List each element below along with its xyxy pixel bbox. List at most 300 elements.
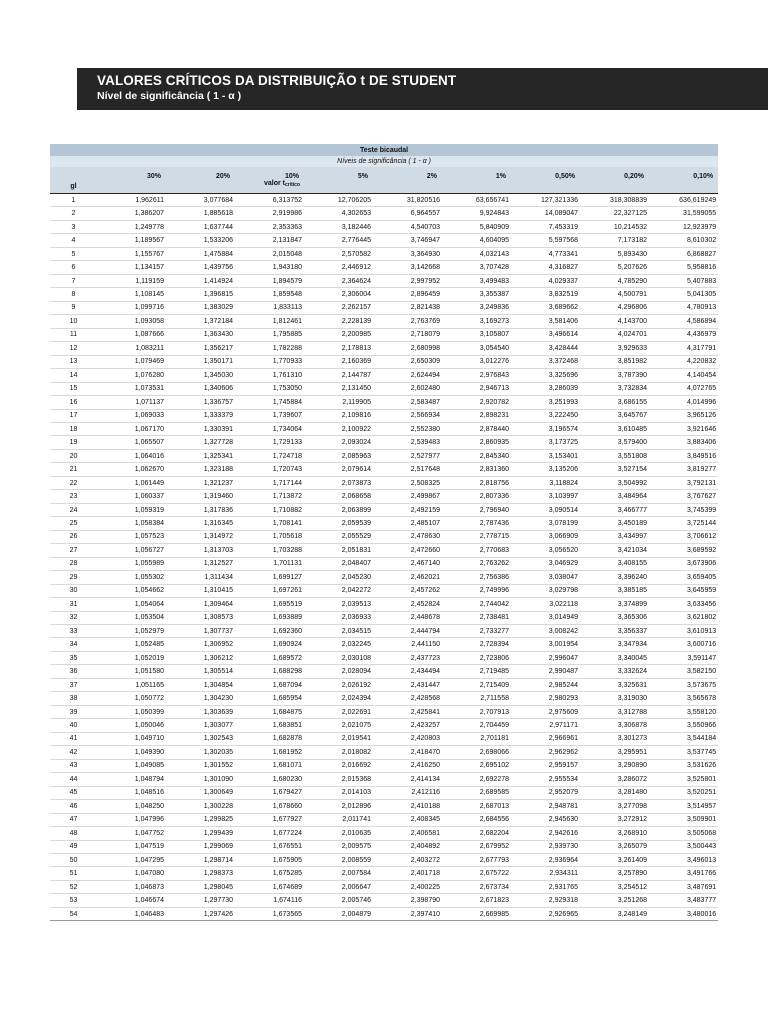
critical-value-cell: 2,818756 bbox=[442, 476, 511, 489]
table-row bbox=[50, 409, 718, 422]
critical-value-cell: 3,686155 bbox=[580, 396, 649, 409]
critical-value-cell: 1,319460 bbox=[166, 490, 235, 503]
critical-value-cell: 2,006647 bbox=[304, 880, 373, 893]
critical-value-cell: 1,301090 bbox=[166, 773, 235, 786]
critical-value-cell: 2,014103 bbox=[304, 786, 373, 799]
critical-value-cell: 1,056727 bbox=[97, 544, 166, 557]
critical-value-cell: 3,347934 bbox=[580, 638, 649, 651]
critical-value-cell: 1,761310 bbox=[235, 369, 304, 382]
critical-value-cell: 3,746947 bbox=[373, 234, 442, 247]
critical-value-cell: 1,069033 bbox=[97, 409, 166, 422]
critical-value-cell: 1,049390 bbox=[97, 746, 166, 759]
critical-value-cell: 4,316827 bbox=[511, 261, 580, 274]
critical-value-cell: 2,434494 bbox=[373, 665, 442, 678]
critical-value-cell: 4,140454 bbox=[649, 369, 718, 382]
table-row bbox=[50, 625, 718, 638]
critical-value-cell: 3,484964 bbox=[580, 490, 649, 503]
critical-value-cell: 1,311434 bbox=[166, 571, 235, 584]
critical-value-cell: 2,441150 bbox=[373, 638, 442, 651]
critical-value-cell: 1,108145 bbox=[97, 288, 166, 301]
critical-value-cell: 2,063899 bbox=[304, 503, 373, 516]
critical-value-cell: 2,976843 bbox=[442, 369, 511, 382]
critical-value-cell: 3,527154 bbox=[580, 463, 649, 476]
critical-value-cell: 1,689572 bbox=[235, 651, 304, 664]
critical-value-cell: 2,485107 bbox=[373, 517, 442, 530]
critical-value-cell: 1,885618 bbox=[166, 207, 235, 220]
header-row-group bbox=[50, 144, 718, 156]
critical-value-cell: 2,428568 bbox=[373, 692, 442, 705]
critical-value-cell: 4,773341 bbox=[511, 247, 580, 260]
critical-value-cell: 2,364624 bbox=[304, 274, 373, 287]
critical-value-cell: 2,353363 bbox=[235, 220, 304, 233]
critical-value-cell: 1,304230 bbox=[166, 692, 235, 705]
table-row bbox=[50, 840, 718, 853]
critical-value-cell: 1,298373 bbox=[166, 867, 235, 880]
critical-value-cell: 1,720743 bbox=[235, 463, 304, 476]
table-row bbox=[50, 382, 718, 395]
critical-value-cell: 1,753050 bbox=[235, 382, 304, 395]
critical-value-cell: 3,600716 bbox=[649, 638, 718, 651]
critical-value-cell: 2,508325 bbox=[373, 476, 442, 489]
critical-value-cell: 2,675722 bbox=[442, 867, 511, 880]
critical-value-cell: 1,679427 bbox=[235, 786, 304, 799]
critical-value-cell: 3,491766 bbox=[649, 867, 718, 880]
table-row bbox=[50, 247, 718, 260]
critical-value-cell: 1,699127 bbox=[235, 571, 304, 584]
critical-value-cell: 2,966961 bbox=[511, 732, 580, 745]
critical-value-cell: 1,327728 bbox=[166, 436, 235, 449]
critical-value-cell: 2,684556 bbox=[442, 813, 511, 826]
critical-value-cell: 5,893430 bbox=[580, 247, 649, 260]
critical-value-cell: 2,478630 bbox=[373, 530, 442, 543]
critical-value-cell: 1,739607 bbox=[235, 409, 304, 422]
critical-value-cell: 2,400225 bbox=[373, 880, 442, 893]
critical-value-cell: 2,457262 bbox=[373, 584, 442, 597]
gl-cell: 43 bbox=[50, 759, 97, 772]
gl-cell: 6 bbox=[50, 261, 97, 274]
gl-cell: 54 bbox=[50, 907, 97, 920]
critical-value-cell: 1,051165 bbox=[97, 678, 166, 691]
critical-value-cell: 2,009575 bbox=[304, 840, 373, 853]
critical-value-cell: 3,965126 bbox=[649, 409, 718, 422]
critical-value-cell: 2,945630 bbox=[511, 813, 580, 826]
critical-value-cell: 2,718079 bbox=[373, 328, 442, 341]
critical-value-cell: 1,065507 bbox=[97, 436, 166, 449]
critical-value-cell: 6,964557 bbox=[373, 207, 442, 220]
critical-value-cell: 12,706205 bbox=[304, 194, 373, 207]
gl-cell: 9 bbox=[50, 301, 97, 314]
critical-value-cell: 2,566934 bbox=[373, 409, 442, 422]
table-row bbox=[50, 651, 718, 664]
gl-cell: 8 bbox=[50, 288, 97, 301]
critical-value-cell: 1,297426 bbox=[166, 907, 235, 920]
critical-value-cell: 1,300649 bbox=[166, 786, 235, 799]
critical-value-cell: 2,692278 bbox=[442, 773, 511, 786]
table-row bbox=[50, 611, 718, 624]
table-row bbox=[50, 261, 718, 274]
critical-value-cell: 2,005746 bbox=[304, 894, 373, 907]
critical-value-cell: 1,316345 bbox=[166, 517, 235, 530]
critical-value-cell: 1,047519 bbox=[97, 840, 166, 853]
table-row bbox=[50, 800, 718, 813]
critical-value-cell: 2,763262 bbox=[442, 557, 511, 570]
gl-cell: 51 bbox=[50, 867, 97, 880]
critical-value-cell: 2,763769 bbox=[373, 315, 442, 328]
gl-cell: 12 bbox=[50, 342, 97, 355]
critical-value-cell: 1,046674 bbox=[97, 894, 166, 907]
critical-value-cell: 2,728394 bbox=[442, 638, 511, 651]
critical-value-cell: 3,504992 bbox=[580, 476, 649, 489]
critical-value-cell: 3,483777 bbox=[649, 894, 718, 907]
table-row bbox=[50, 301, 718, 314]
critical-value-cell: 1,708141 bbox=[235, 517, 304, 530]
alpha-header: 0,20% bbox=[580, 167, 649, 180]
critical-value-cell: 1,475884 bbox=[166, 247, 235, 260]
critical-value-cell: 2,624494 bbox=[373, 369, 442, 382]
critical-value-cell: 2,045230 bbox=[304, 571, 373, 584]
critical-value-cell: 1,372184 bbox=[166, 315, 235, 328]
critical-value-cell: 1,414924 bbox=[166, 274, 235, 287]
critical-value-cell: 1,301552 bbox=[166, 759, 235, 772]
critical-value-cell: 5,958816 bbox=[649, 261, 718, 274]
critical-value-cell: 2,036933 bbox=[304, 611, 373, 624]
critical-value-cell: 3,332624 bbox=[580, 665, 649, 678]
critical-value-cell: 1,674116 bbox=[235, 894, 304, 907]
critical-value-cell: 1,674689 bbox=[235, 880, 304, 893]
gl-cell: 4 bbox=[50, 234, 97, 247]
critical-value-cell: 2,144787 bbox=[304, 369, 373, 382]
critical-value-cell: 1,053504 bbox=[97, 611, 166, 624]
critical-value-cell: 1,048794 bbox=[97, 773, 166, 786]
critical-value-cell: 3,169273 bbox=[442, 315, 511, 328]
critical-value-cell: 3,531626 bbox=[649, 759, 718, 772]
critical-value-cell: 3,286039 bbox=[511, 382, 580, 395]
critical-value-cell: 3,265079 bbox=[580, 840, 649, 853]
critical-value-cell: 2,939730 bbox=[511, 840, 580, 853]
table-row bbox=[50, 584, 718, 597]
valor-critico-subscript: crítico bbox=[284, 182, 300, 188]
critical-value-cell: 3,281480 bbox=[580, 786, 649, 799]
critical-value-cell: 1,050772 bbox=[97, 692, 166, 705]
critical-value-cell: 3,487691 bbox=[649, 880, 718, 893]
critical-value-cell: 4,296806 bbox=[580, 301, 649, 314]
critical-value-cell: 3,012276 bbox=[442, 355, 511, 368]
critical-value-cell: 2,929318 bbox=[511, 894, 580, 907]
critical-value-cell: 2,931765 bbox=[511, 880, 580, 893]
valor-critico-label bbox=[235, 180, 304, 194]
critical-value-cell: 3,268910 bbox=[580, 827, 649, 840]
critical-value-cell: 1,306952 bbox=[166, 638, 235, 651]
critical-value-cell: 1,087666 bbox=[97, 328, 166, 341]
gl-cell: 3 bbox=[50, 220, 97, 233]
critical-value-cell: 3,505068 bbox=[649, 827, 718, 840]
critical-value-cell: 1,306212 bbox=[166, 651, 235, 664]
critical-value-cell: 2,602480 bbox=[373, 382, 442, 395]
critical-value-cell: 2,093024 bbox=[304, 436, 373, 449]
critical-value-cell: 2,936964 bbox=[511, 853, 580, 866]
critical-value-cell: 1,678660 bbox=[235, 800, 304, 813]
critical-value-cell: 1,302543 bbox=[166, 732, 235, 745]
critical-value-cell: 1,305514 bbox=[166, 665, 235, 678]
critical-value-cell: 1,297730 bbox=[166, 894, 235, 907]
critical-value-cell: 1,637744 bbox=[166, 220, 235, 233]
alpha-header: 5% bbox=[304, 167, 373, 180]
critical-value-cell: 2,008559 bbox=[304, 853, 373, 866]
critical-value-cell: 2,119905 bbox=[304, 396, 373, 409]
critical-value-cell: 5,041305 bbox=[649, 288, 718, 301]
critical-value-cell: 1,383029 bbox=[166, 301, 235, 314]
critical-value-cell: 3,921646 bbox=[649, 422, 718, 435]
critical-value-cell: 3,182446 bbox=[304, 220, 373, 233]
alpha-header: 2% bbox=[373, 167, 442, 180]
critical-value-cell: 3,173725 bbox=[511, 436, 580, 449]
critical-value-cell: 4,604095 bbox=[442, 234, 511, 247]
table-row bbox=[50, 328, 718, 341]
table-row bbox=[50, 786, 718, 799]
critical-value-cell: 1,060337 bbox=[97, 490, 166, 503]
critical-value-cell: 3,849516 bbox=[649, 449, 718, 462]
critical-value-cell: 2,704459 bbox=[442, 719, 511, 732]
critical-value-cell: 2,228139 bbox=[304, 315, 373, 328]
critical-value-cell: 2,015048 bbox=[235, 247, 304, 260]
critical-value-cell: 3,261409 bbox=[580, 853, 649, 866]
critical-value-cell: 2,431447 bbox=[373, 678, 442, 691]
critical-value-cell: 1,076280 bbox=[97, 369, 166, 382]
critical-value-cell: 1,676551 bbox=[235, 840, 304, 853]
critical-value-cell: 1,299825 bbox=[166, 813, 235, 826]
critical-value-cell: 3,551808 bbox=[580, 449, 649, 462]
critical-value-cell: 1,046873 bbox=[97, 880, 166, 893]
table-row bbox=[50, 827, 718, 840]
critical-value-cell: 1,299069 bbox=[166, 840, 235, 853]
critical-value-cell: 2,055529 bbox=[304, 530, 373, 543]
critical-value-cell: 2,414134 bbox=[373, 773, 442, 786]
critical-value-cell: 2,448678 bbox=[373, 611, 442, 624]
critical-value-cell: 1,782288 bbox=[235, 342, 304, 355]
critical-value-cell: 2,019541 bbox=[304, 732, 373, 745]
critical-value-cell: 1,059319 bbox=[97, 503, 166, 516]
critical-value-cell: 1,724718 bbox=[235, 449, 304, 462]
gl-cell: 47 bbox=[50, 813, 97, 826]
critical-value-cell: 2,733277 bbox=[442, 625, 511, 638]
critical-value-cell: 3,579400 bbox=[580, 436, 649, 449]
table-row bbox=[50, 396, 718, 409]
critical-value-cell: 2,410188 bbox=[373, 800, 442, 813]
gl-cell: 18 bbox=[50, 422, 97, 435]
critical-value-cell: 2,073873 bbox=[304, 476, 373, 489]
critical-value-cell: 3,022118 bbox=[511, 598, 580, 611]
critical-value-cell: 4,780913 bbox=[649, 301, 718, 314]
critical-value-cell: 3,257890 bbox=[580, 867, 649, 880]
critical-value-cell: 3,365306 bbox=[580, 611, 649, 624]
critical-value-cell: 1,067170 bbox=[97, 422, 166, 435]
critical-value-cell: 2,756386 bbox=[442, 571, 511, 584]
critical-value-cell: 3,222450 bbox=[511, 409, 580, 422]
critical-value-cell: 2,831360 bbox=[442, 463, 511, 476]
critical-value-cell: 1,048250 bbox=[97, 800, 166, 813]
critical-value-cell: 1,321237 bbox=[166, 476, 235, 489]
critical-value-cell: 5,840909 bbox=[442, 220, 511, 233]
table-row bbox=[50, 880, 718, 893]
levels-label: Níveis de significância ( 1 - α ) bbox=[50, 156, 718, 167]
table-row bbox=[50, 315, 718, 328]
critical-value-cell: 1,363430 bbox=[166, 328, 235, 341]
critical-value-cell: 1,675285 bbox=[235, 867, 304, 880]
table-row bbox=[50, 342, 718, 355]
critical-value-cell: 3,573675 bbox=[649, 678, 718, 691]
critical-value-cell: 31,820516 bbox=[373, 194, 442, 207]
critical-value-cell: 3,319030 bbox=[580, 692, 649, 705]
critical-value-cell: 2,527977 bbox=[373, 449, 442, 462]
alpha-header: 20% bbox=[166, 167, 235, 180]
critical-value-cell: 1,298045 bbox=[166, 880, 235, 893]
critical-value-cell: 3,364930 bbox=[373, 247, 442, 260]
critical-value-cell: 3,707428 bbox=[442, 261, 511, 274]
critical-value-cell: 3,277098 bbox=[580, 800, 649, 813]
critical-value-cell: 1,795885 bbox=[235, 328, 304, 341]
critical-value-cell: 3,248149 bbox=[580, 907, 649, 920]
critical-values-table bbox=[50, 144, 718, 921]
critical-value-cell: 3,514957 bbox=[649, 800, 718, 813]
gl-cell: 46 bbox=[50, 800, 97, 813]
critical-value-cell: 2,472660 bbox=[373, 544, 442, 557]
critical-value-cell: 3,480016 bbox=[649, 907, 718, 920]
critical-value-cell: 2,671823 bbox=[442, 894, 511, 907]
critical-value-cell: 14,089047 bbox=[511, 207, 580, 220]
table-row bbox=[50, 773, 718, 786]
critical-value-cell: 3,537745 bbox=[649, 746, 718, 759]
critical-value-cell: 2,985244 bbox=[511, 678, 580, 691]
critical-value-cell: 1,079469 bbox=[97, 355, 166, 368]
table-row bbox=[50, 517, 718, 530]
table-row bbox=[50, 476, 718, 489]
critical-value-cell: 3,832519 bbox=[511, 288, 580, 301]
critical-value-cell: 1,189567 bbox=[97, 234, 166, 247]
critical-value-cell: 2,679952 bbox=[442, 840, 511, 853]
table-row bbox=[50, 571, 718, 584]
gl-cell: 31 bbox=[50, 598, 97, 611]
table-row bbox=[50, 759, 718, 772]
critical-value-cell: 2,011741 bbox=[304, 813, 373, 826]
table-row bbox=[50, 234, 718, 247]
critical-value-cell: 1,770933 bbox=[235, 355, 304, 368]
critical-value-cell: 3,421034 bbox=[580, 544, 649, 557]
critical-value-cell: 3,450189 bbox=[580, 517, 649, 530]
table-row bbox=[50, 503, 718, 516]
gl-cell: 40 bbox=[50, 719, 97, 732]
critical-value-cell: 2,406581 bbox=[373, 827, 442, 840]
gl-cell: 34 bbox=[50, 638, 97, 651]
critical-value-cell: 12,923979 bbox=[649, 220, 718, 233]
critical-value-cell: 1,249778 bbox=[97, 220, 166, 233]
critical-value-cell: 2,007584 bbox=[304, 867, 373, 880]
critical-value-cell: 1,386207 bbox=[97, 207, 166, 220]
critical-value-cell: 4,317791 bbox=[649, 342, 718, 355]
critical-value-cell: 1,303639 bbox=[166, 705, 235, 718]
critical-value-cell: 2,682204 bbox=[442, 827, 511, 840]
critical-value-cell: 1,330391 bbox=[166, 422, 235, 435]
critical-value-cell: 4,032143 bbox=[442, 247, 511, 260]
critical-value-cell: 2,996047 bbox=[511, 651, 580, 664]
critical-value-cell: 2,878440 bbox=[442, 422, 511, 435]
critical-value-cell: 1,833113 bbox=[235, 301, 304, 314]
page-subtitle: Nível de significância ( 1 - α ) bbox=[97, 90, 242, 102]
critical-value-cell: 4,302653 bbox=[304, 207, 373, 220]
critical-value-cell: 3,500443 bbox=[649, 840, 718, 853]
critical-value-cell: 3,428444 bbox=[511, 342, 580, 355]
critical-value-cell: 2,680998 bbox=[373, 342, 442, 355]
critical-value-cell: 2,398790 bbox=[373, 894, 442, 907]
critical-value-cell: 1,693889 bbox=[235, 611, 304, 624]
critical-value-cell: 1,859548 bbox=[235, 288, 304, 301]
gl-cell: 30 bbox=[50, 584, 97, 597]
critical-value-cell: 1,071137 bbox=[97, 396, 166, 409]
table-row bbox=[50, 813, 718, 826]
critical-value-cell: 3,499483 bbox=[442, 274, 511, 287]
gl-cell: 53 bbox=[50, 894, 97, 907]
table-row bbox=[50, 678, 718, 691]
table-row bbox=[50, 369, 718, 382]
critical-value-cell: 2,425841 bbox=[373, 705, 442, 718]
critical-value-cell: 2,807336 bbox=[442, 490, 511, 503]
critical-value-cell: 3,066909 bbox=[511, 530, 580, 543]
critical-value-cell: 2,796940 bbox=[442, 503, 511, 516]
critical-value-cell: 5,407883 bbox=[649, 274, 718, 287]
critical-value-cell: 2,946713 bbox=[442, 382, 511, 395]
critical-value-cell: 1,683851 bbox=[235, 719, 304, 732]
critical-value-cell: 1,345030 bbox=[166, 369, 235, 382]
gl-cell: 27 bbox=[50, 544, 97, 557]
critical-value-cell: 3,558120 bbox=[649, 705, 718, 718]
critical-value-cell: 4,436979 bbox=[649, 328, 718, 341]
critical-value-cell: 4,143700 bbox=[580, 315, 649, 328]
critical-value-cell: 1,303077 bbox=[166, 719, 235, 732]
title-bar bbox=[77, 68, 768, 110]
gl-cell: 35 bbox=[50, 651, 97, 664]
table-row bbox=[50, 422, 718, 435]
critical-value-cell: 3,103997 bbox=[511, 490, 580, 503]
table-row bbox=[50, 463, 718, 476]
critical-value-cell: 3,153401 bbox=[511, 449, 580, 462]
critical-value-cell: 2,689585 bbox=[442, 786, 511, 799]
critical-value-cell: 1,356217 bbox=[166, 342, 235, 355]
critical-value-cell: 3,135206 bbox=[511, 463, 580, 476]
critical-value-cell: 1,300228 bbox=[166, 800, 235, 813]
critical-value-cell: 1,688298 bbox=[235, 665, 304, 678]
critical-value-cell: 2,420803 bbox=[373, 732, 442, 745]
critical-value-cell: 2,955534 bbox=[511, 773, 580, 786]
critical-value-cell: 1,677927 bbox=[235, 813, 304, 826]
critical-value-cell: 2,499867 bbox=[373, 490, 442, 503]
critical-value-cell: 1,692360 bbox=[235, 625, 304, 638]
gl-cell: 25 bbox=[50, 517, 97, 530]
critical-value-cell: 2,896459 bbox=[373, 288, 442, 301]
critical-value-cell: 2,408345 bbox=[373, 813, 442, 826]
critical-value-cell: 3,038047 bbox=[511, 571, 580, 584]
critical-value-cell: 3,374899 bbox=[580, 598, 649, 611]
critical-value-cell: 1,313703 bbox=[166, 544, 235, 557]
critical-value-cell: 2,776445 bbox=[304, 234, 373, 247]
critical-value-cell: 3,295951 bbox=[580, 746, 649, 759]
critical-value-cell: 3,581406 bbox=[511, 315, 580, 328]
critical-value-cell: 2,845340 bbox=[442, 449, 511, 462]
critical-value-cell: 3,306878 bbox=[580, 719, 649, 732]
critical-value-cell: 127,321336 bbox=[511, 194, 580, 207]
table-row bbox=[50, 692, 718, 705]
critical-value-cell: 1,061449 bbox=[97, 476, 166, 489]
gl-cell: 52 bbox=[50, 880, 97, 893]
critical-value-cell: 1,057523 bbox=[97, 530, 166, 543]
